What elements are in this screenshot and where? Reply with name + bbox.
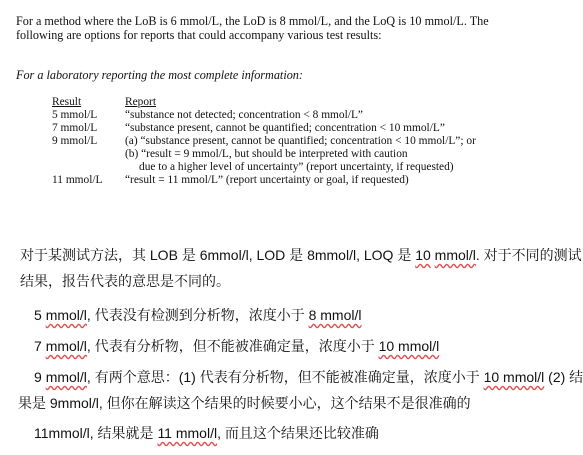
report-cell xyxy=(125,135,492,174)
zh-line-6: 果是 9mmol/l, 但你在解读这个结果的时候要小心，这个结果不是很准确的 xyxy=(18,395,471,411)
report-line: “result = 11 mmol/L” (report uncertainty or goal, if requested) xyxy=(125,174,409,186)
zh-line-3: 5 mmol/l, 代表没有检测到分析物，浓度小于 8 mmol/l xyxy=(34,307,362,323)
report-cell xyxy=(125,109,492,122)
table-row xyxy=(52,174,492,187)
result-cell: 9 mmol/L xyxy=(52,135,98,147)
result-cell: 5 mmol/L xyxy=(52,109,98,121)
table-row xyxy=(52,122,492,135)
report-cell xyxy=(125,174,492,187)
report-line: due to a higher level of uncertainty” (report uncertainty, if requested) xyxy=(139,161,454,173)
report-line: “substance present, cannot be quantified; concentration < 10 mmol/L” xyxy=(125,122,445,134)
header-result: Result xyxy=(52,96,82,108)
table-row xyxy=(52,135,492,174)
zh-line-4: 7 mmol/l, 代表有分析物，但不能被准确定量，浓度小于 10 mmol/l xyxy=(34,338,440,354)
report-line: (a) “substance present, cannot be quantified; concentration < 10 mmol/L”; or xyxy=(125,135,476,147)
intro-line-1: For a method where the LoB is 6 mmol/L, the LoD is 8 mmol/L, and the LoQ is 10 mmol/L. The xyxy=(16,14,489,28)
intro-paragraph xyxy=(16,14,500,42)
result-cell: 11 mmol/L xyxy=(52,174,103,186)
intro-line-2: following are options for reports that could accompany various test results: xyxy=(16,28,382,42)
report-line: “substance not detected; concentration < 8 mmol/L” xyxy=(125,109,363,121)
zh-line-7: 11mmol/l, 结果就是 11 mmol/l, 而且这个结果还比较准确 xyxy=(34,425,379,441)
table-header-row xyxy=(52,96,492,109)
table-row xyxy=(52,109,492,122)
zh-line-5: 9 mmol/l, 有两个意思：(1) 代表有分析物，但不能被准确定量，浓度小于 10 mmol/l (2) 结 xyxy=(34,369,583,385)
report-cell xyxy=(125,122,492,135)
result-cell: 7 mmol/L xyxy=(52,122,98,134)
report-table xyxy=(52,96,492,187)
subheading: For a laboratory reporting the most complete information: xyxy=(16,68,303,82)
report-line: (b) “result = 9 mmol/L, but should be interpreted with caution xyxy=(125,148,408,160)
zh-line-1: 对于某测试方法，其 LOB 是 6mmol/l, LOD 是 8mmol/l, LOQ 是 10 mmol/l. 对于不同的测试 xyxy=(20,247,582,263)
header-report: Report xyxy=(125,96,157,108)
zh-line-2: 结果，报告代表的意思是不同的。 xyxy=(20,273,230,289)
